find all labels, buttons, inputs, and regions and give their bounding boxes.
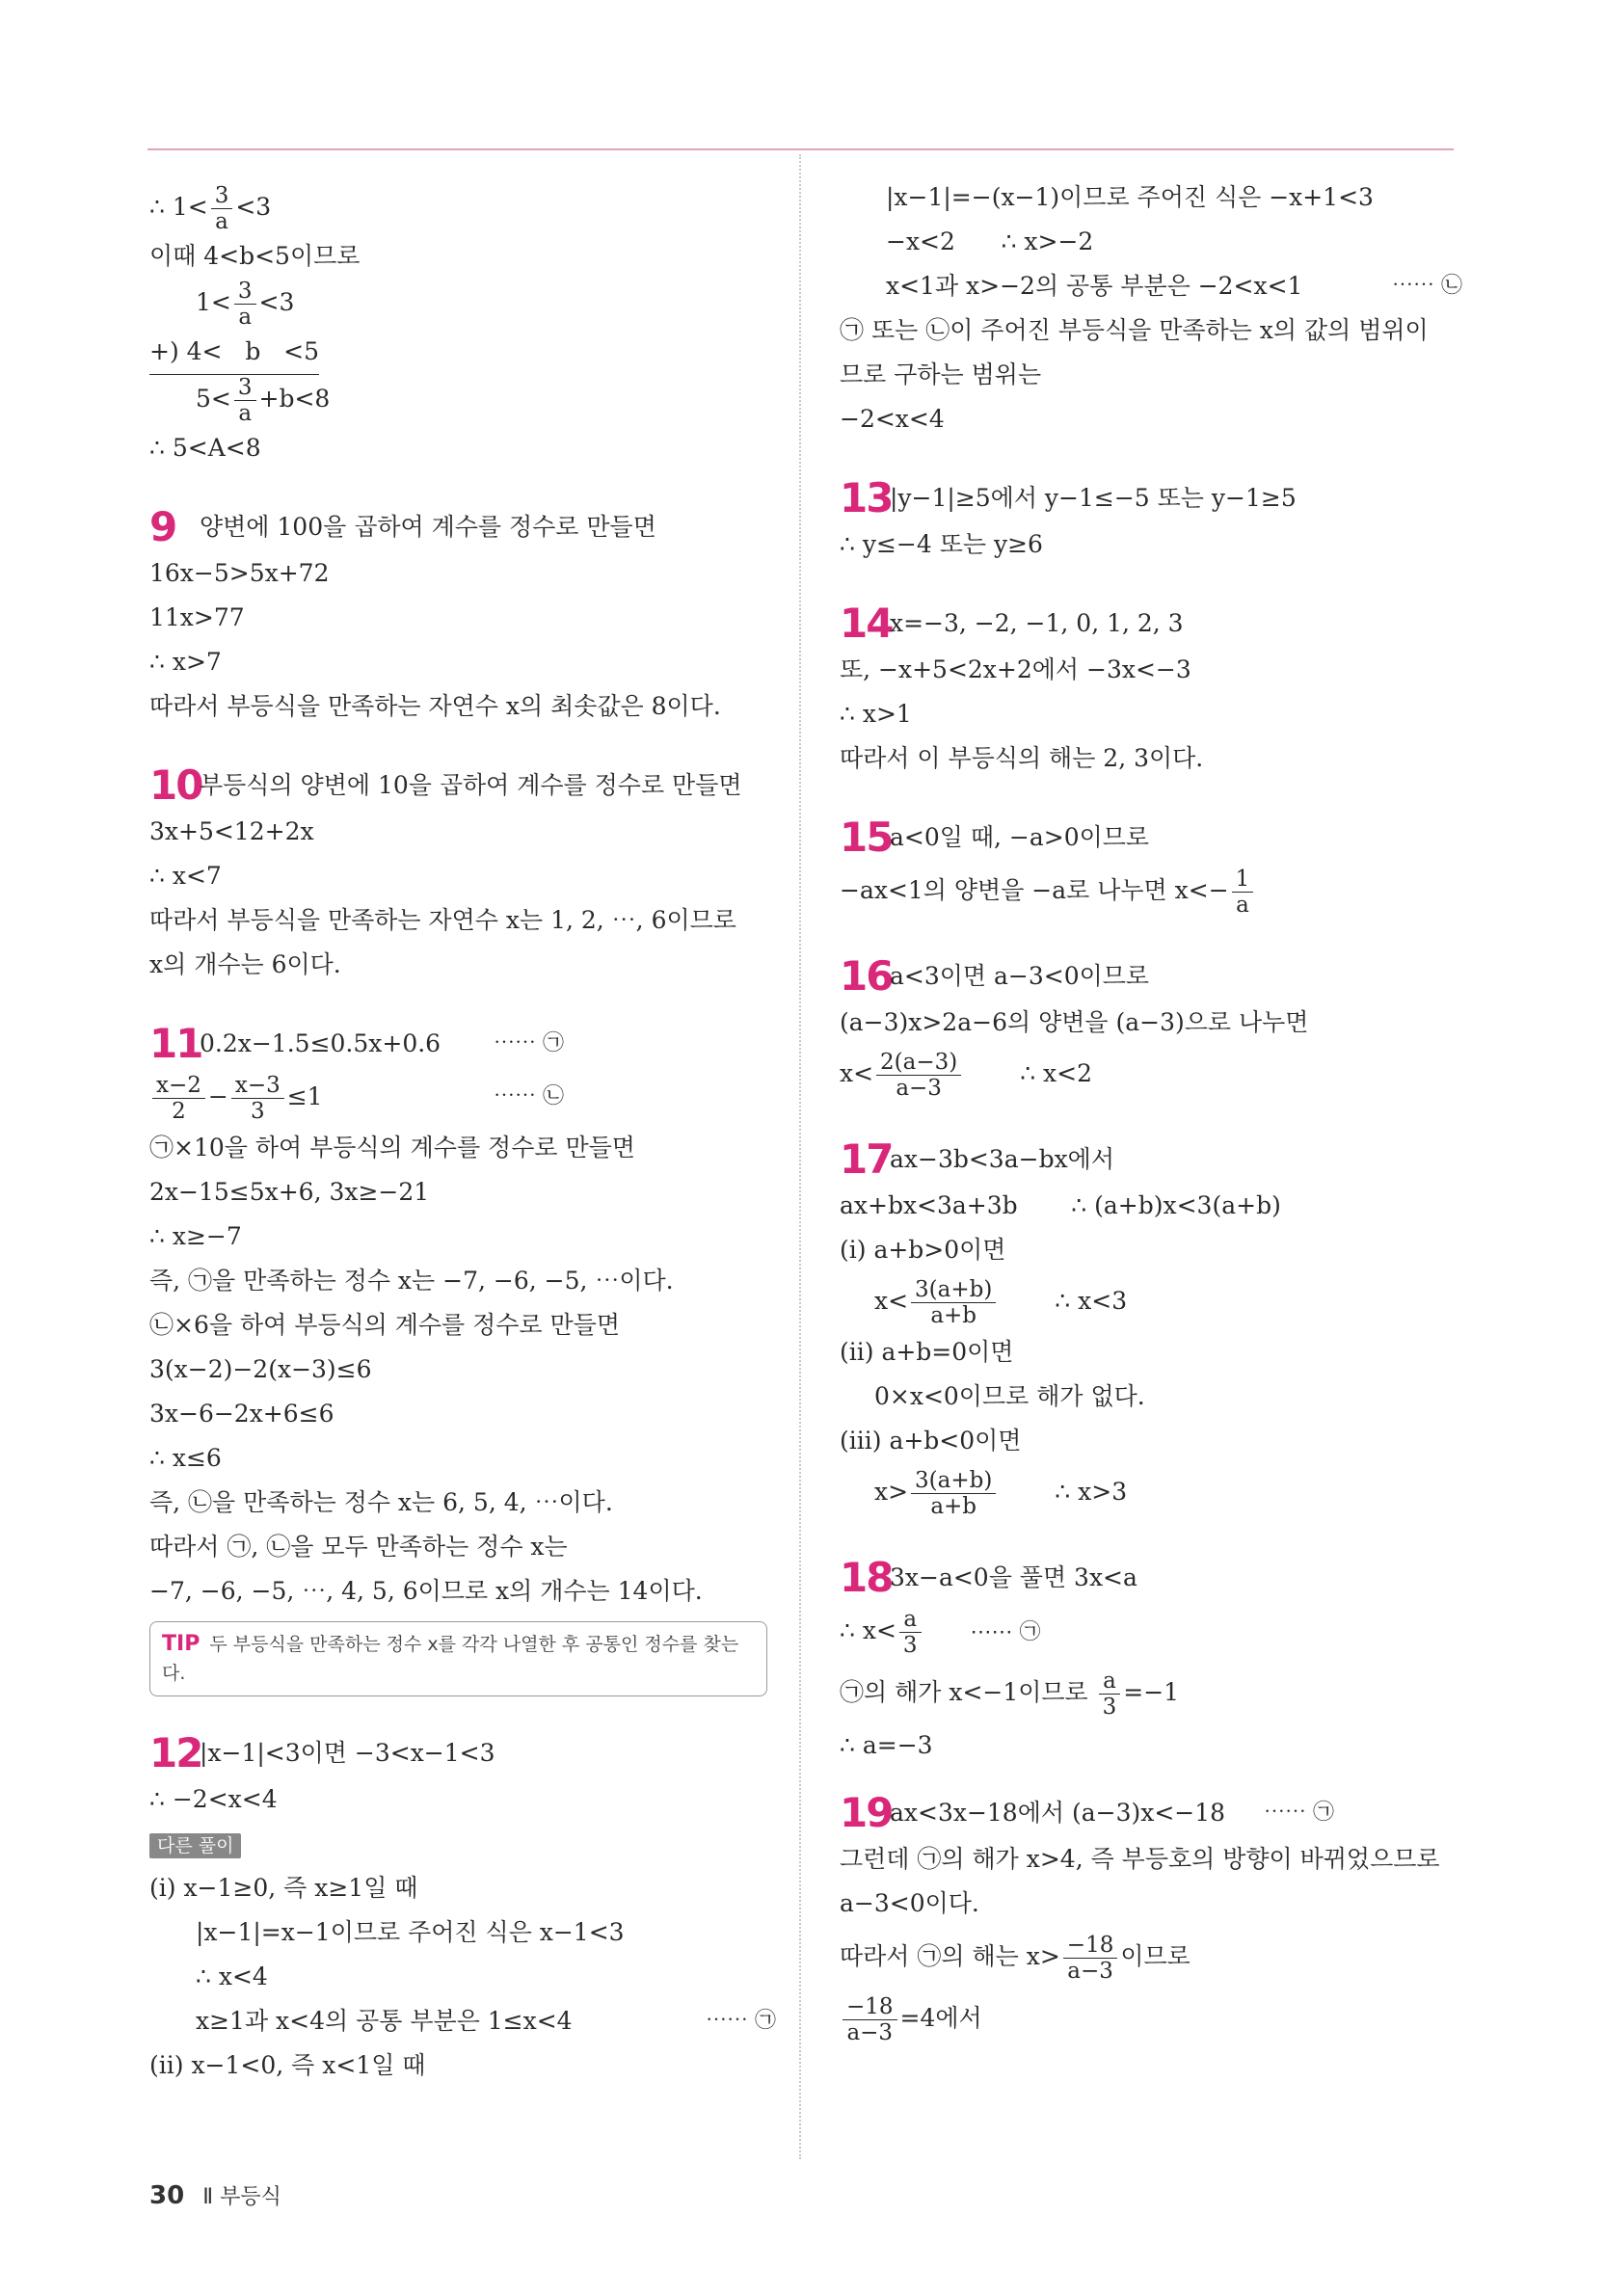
denominator: 2: [172, 1099, 186, 1124]
text: x<: [874, 1287, 909, 1315]
solution-line: ax+bx<3a+3b ∴ (a+b)x<3(a+b): [840, 1191, 1281, 1219]
solution-line: [840, 862, 1457, 920]
denominator: a−3: [1067, 1959, 1113, 1984]
solution-line: ㉠ 또는 ㉡이 주어진 부등식을 만족하는 x의 값의 범위이: [840, 316, 1429, 344]
solution-line: (ⅰ) x−1≥0, 즉 x≥1일 때: [149, 1874, 418, 1902]
numerator: 1: [1232, 867, 1254, 893]
addition-line: +) 4< b <5: [149, 330, 319, 375]
solution-line: 2x−15≤5x+6, 3x≥−21: [149, 1178, 430, 1206]
chapter-title: Ⅱ 부등식: [202, 2185, 281, 2209]
solution-line: ∴ x≥−7: [149, 1222, 242, 1250]
solution-line: 따라서 이 부등식의 해는 2, 3이다.: [840, 744, 1204, 772]
text: 1<: [196, 288, 231, 316]
question-18-header: [840, 1554, 1457, 1602]
solution-line: ∴ x≤6: [149, 1444, 222, 1472]
question-15-header: [840, 814, 1457, 862]
solution-line: 즉, ㉡을 만족하는 정수 x는 6, 5, 4, ⋯이다.: [149, 1488, 613, 1516]
solution-line: [840, 1463, 1457, 1521]
solution-line: ∴ −2<x<4: [149, 1785, 278, 1813]
solution-line: 11x>77: [149, 603, 245, 631]
denominator: 3: [1102, 1695, 1117, 1720]
solution-line: (ⅰ) a+b>0이면: [840, 1236, 1006, 1264]
fraction: [876, 1050, 961, 1101]
denominator: a: [1236, 893, 1249, 918]
solution-line: ∴ x>7: [149, 648, 222, 676]
question-9-header: [149, 503, 766, 551]
question-text: |y−1|≥5에서 y−1≤−5 또는 y−1≥5: [890, 484, 1297, 512]
question-number: 13: [840, 474, 893, 521]
solution-line: [840, 1602, 1457, 1662]
solution-line: 이때 4<b<5이므로: [149, 242, 361, 270]
solution-line: 0×x<0이므로 해가 없다.: [874, 1382, 1145, 1410]
denominator: a: [238, 305, 253, 330]
solution-line: 3(x−2)−2(x−3)≤6: [149, 1355, 372, 1383]
question-17-header: [840, 1135, 1457, 1184]
question-text: |x−1|<3이면 −3<x−1<3: [200, 1739, 495, 1767]
question-number: 15: [840, 814, 893, 861]
text: =−1: [1123, 1678, 1180, 1706]
question-number: 16: [840, 952, 893, 1000]
question-number: 14: [840, 600, 893, 647]
solution-line: [149, 1822, 766, 1866]
solution-line: [840, 1272, 1457, 1330]
solution-line: 따라서 ㉠, ㉡을 모두 만족하는 정수 x는: [149, 1533, 568, 1561]
solution-line: [840, 264, 1462, 308]
solution-line: [840, 1926, 1457, 1988]
numerator: 3: [234, 279, 256, 305]
solution-line: −7, −6, −5, ⋯, 4, 5, 6이므로 x의 개수는 14이다.: [149, 1577, 703, 1605]
denominator: 3: [902, 1633, 918, 1658]
solution-line: $\frac{x-2}{2}$ − $\frac{x-3}{3}$ ≤1 ⋯⋯ ㉡: [149, 1068, 766, 1126]
solution-line: [149, 183, 766, 234]
denominator: a: [238, 401, 253, 426]
equation-marker: ⋯⋯ ㉡: [1392, 274, 1462, 298]
equation-marker: ⋯⋯ ㉠: [706, 2009, 776, 2033]
text: 이므로: [1120, 1942, 1190, 1970]
solution-line: |x−1|=x−1이므로 주어진 식은 x−1<3: [196, 1918, 625, 1946]
denominator: a+b: [930, 1303, 977, 1328]
solution-line: ∴ x>1: [840, 700, 912, 728]
question-11-header: [149, 1020, 766, 1068]
text: 따라서 ㉠의 해는 x>: [840, 1942, 1060, 1970]
solution-line: 따라서 부등식을 만족하는 자연수 x는 1, 2, ⋯, 6이므로: [149, 906, 736, 934]
page-footer: [149, 2180, 281, 2210]
fraction: [234, 375, 256, 426]
numerator: 3(a+b): [911, 1468, 996, 1494]
solution-line: 즉, ㉠을 만족하는 정수 x는 −7, −6, −5, ⋯이다.: [149, 1267, 674, 1295]
equation-marker: ⋯⋯ ㉠: [1264, 1801, 1335, 1825]
question-number: 10: [149, 761, 202, 809]
question-text: 부등식의 양변에 10을 곱하여 계수를 정수로 만들면: [200, 771, 742, 799]
text: x<1과 x>−2의 공통 부분은 −2<x<1: [886, 272, 1303, 300]
solution-line: −x<2 ∴ x>−2: [886, 227, 1094, 255]
fraction: [1063, 1933, 1118, 1984]
fraction: [911, 1277, 996, 1328]
solution-line: 3x+5<12+2x: [149, 817, 314, 845]
text: <3: [258, 288, 295, 316]
solution-line: |x−1|=−(x−1)이므로 주어진 식은 −x+1<3: [886, 183, 1374, 211]
denominator: a−3: [896, 1076, 942, 1101]
text: ∴ x>3: [1055, 1478, 1128, 1506]
fraction: [211, 183, 233, 234]
page-number: 30: [149, 2181, 185, 2210]
equation-marker: ⋯⋯ ㉠: [494, 1031, 564, 1055]
denominator: 3: [250, 1099, 265, 1124]
question-number: 19: [840, 1789, 893, 1836]
question-text: a<3이면 a−3<0이므로: [890, 962, 1150, 990]
text: x>: [874, 1478, 909, 1506]
fraction: [911, 1468, 996, 1519]
question-10-header: [149, 761, 766, 810]
numerator: x−2: [152, 1073, 205, 1099]
solution-line: ∴ a=−3: [840, 1731, 933, 1759]
question-number: 11: [149, 1020, 202, 1067]
text: <3: [235, 193, 272, 221]
text: ㉠의 해가 x<−1이므로: [840, 1678, 1096, 1706]
question-text: x=−3, −2, −1, 0, 1, 2, 3: [890, 609, 1184, 637]
solution-line: [149, 279, 766, 330]
text: −ax<1의 양변을 −a로 나누면 x<−: [840, 876, 1229, 904]
solution-line: [840, 1988, 1457, 2049]
top-rule: [147, 148, 1454, 150]
solution-line: (ⅱ) a+b=0이면: [840, 1338, 1014, 1366]
numerator: a: [899, 1607, 922, 1633]
equation-marker: ⋯⋯ ㉠: [970, 1620, 1041, 1644]
fraction: [899, 1607, 922, 1658]
text: ∴ 1<: [149, 193, 208, 221]
question-12-header: [149, 1729, 766, 1777]
solution-line: ∴ x<4: [196, 1962, 268, 1990]
tip-box: [149, 1621, 767, 1696]
text: x<: [840, 1059, 874, 1087]
solution-line: [840, 1662, 1457, 1723]
solution-line: ∴ y≤−4 또는 y≥6: [840, 530, 1043, 558]
text: x≥1과 x<4의 공통 부분은 1≤x<4: [196, 2007, 573, 2035]
question-text: 양변에 100을 곱하여 계수를 정수로 만들면: [200, 513, 656, 541]
fraction: [1099, 1669, 1121, 1720]
column-divider: [799, 154, 801, 2159]
numerator: a: [1099, 1669, 1121, 1695]
solution-line: ㉠×10을 하여 부등식의 계수를 정수로 만들면: [149, 1134, 635, 1161]
numerator: −18: [1063, 1933, 1118, 1959]
solution-line: 따라서 부등식을 만족하는 자연수 x의 최솟값은 8이다.: [149, 692, 721, 720]
solution-line: [149, 330, 766, 375]
fraction: [1232, 867, 1254, 918]
question-text: 0.2x−1.5≤0.5x+0.6: [200, 1029, 441, 1057]
text: ∴ x<3: [1055, 1287, 1128, 1315]
text: +b<8: [258, 385, 331, 413]
question-text: ax<3x−18에서 (a−3)x<−18: [890, 1799, 1226, 1827]
question-16-header: [840, 952, 1457, 1001]
question-text: a<0일 때, −a>0이므로: [890, 823, 1150, 851]
solution-line: [149, 1999, 776, 2043]
fraction: [152, 1073, 205, 1124]
equation-marker: ⋯⋯ ㉡: [494, 1084, 564, 1108]
numerator: 2(a−3): [876, 1050, 961, 1076]
solution-line: 또, −x+5<2x+2에서 −3x<−3: [840, 655, 1191, 683]
denominator: a−3: [846, 2020, 894, 2045]
text: ∴ x<2: [1020, 1059, 1093, 1087]
numerator: −18: [843, 1994, 897, 2020]
fraction: [843, 1994, 897, 2045]
solution-line: a−3<0이다.: [840, 1889, 979, 1917]
numerator: 3: [211, 183, 233, 209]
solution-line: [149, 375, 766, 426]
question-19-header: [840, 1789, 1457, 1837]
numerator: 3: [234, 375, 256, 401]
solution-line: (ⅲ) a+b<0이면: [840, 1427, 1022, 1455]
solution-line: 므로 구하는 범위는: [840, 360, 1042, 388]
question-text: 3x−a<0을 풀면 3x<a: [890, 1563, 1137, 1591]
question-14-header: [840, 600, 1457, 648]
solution-line: (ⅱ) x−1<0, 즉 x<1일 때: [149, 2051, 426, 2079]
fraction: [231, 1073, 284, 1124]
solution-line: x의 개수는 6이다.: [149, 950, 341, 978]
text: ≤1: [286, 1082, 323, 1110]
solution-line: 16x−5>5x+72: [149, 559, 330, 587]
question-text: ax−3b<3a−bx에서: [890, 1145, 1114, 1173]
fraction: [234, 279, 256, 330]
left-column: [149, 183, 776, 2088]
text: 5<: [196, 385, 231, 413]
numerator: x−3: [231, 1073, 284, 1099]
solution-line: [840, 1045, 1457, 1103]
numerator: 3(a+b): [911, 1277, 996, 1303]
text: =4에서: [899, 2004, 982, 2032]
tip-text: 두 부등식을 만족하는 정수 x를 각각 나열한 후 공통인 정수를 찾는다.: [162, 1634, 739, 1684]
solution-line: ∴ 5<A<8: [149, 434, 261, 462]
tip-label: TIP: [162, 1632, 201, 1656]
denominator: a: [215, 209, 228, 234]
question-number: 18: [840, 1554, 893, 1601]
right-column: [840, 175, 1462, 2049]
solution-line: ㉡×6을 하여 부등식의 계수를 정수로 만들면: [149, 1311, 620, 1339]
solution-line: (a−3)x>2a−6의 양변을 (a−3)으로 나누면: [840, 1008, 1309, 1036]
solution-line: 3x−6−2x+6≤6: [149, 1400, 334, 1428]
denominator: a+b: [930, 1494, 977, 1519]
question-13-header: [840, 474, 1457, 522]
question-number: 9: [149, 503, 176, 550]
question-number: 12: [149, 1729, 202, 1776]
solution-line: ∴ x<7: [149, 862, 222, 890]
question-number: 17: [840, 1135, 893, 1183]
text: ∴ x<: [840, 1616, 896, 1644]
solution-line: 그런데 ㉠의 해가 x>4, 즉 부등호의 방향이 바뀌었으므로: [840, 1845, 1440, 1873]
alternative-solution-badge: 다른 풀이: [149, 1833, 241, 1858]
solution-line: −2<x<4: [840, 405, 945, 433]
